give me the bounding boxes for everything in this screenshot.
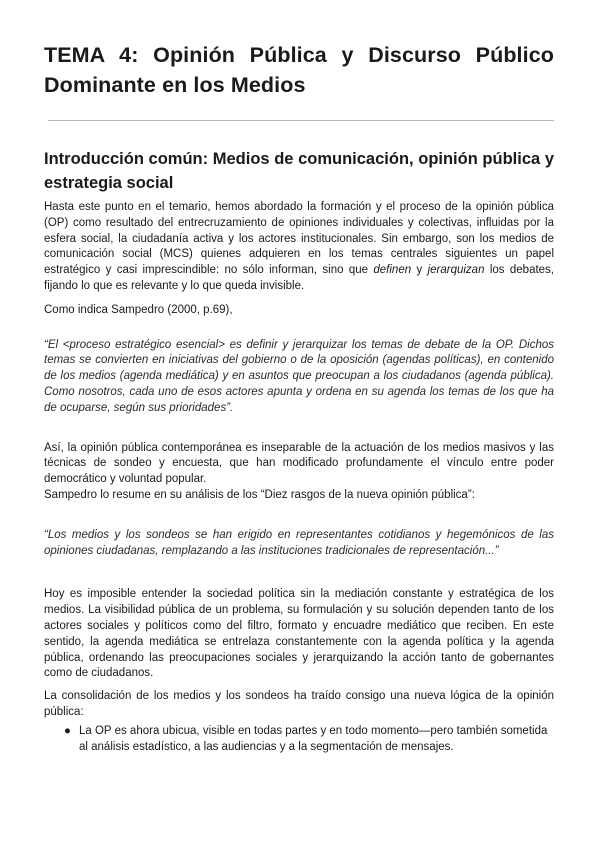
list-item xyxy=(44,724,554,756)
paragraph-op-contemporanea xyxy=(44,441,554,504)
bullet-dot-icon: ● xyxy=(64,724,71,737)
block-quote-sampedro: “El <proceso estratégico esencial> es definir y jerarquizar los temas de debate de la OP. Dichos temas se convierten en iniciativas del gobierno o de la oposición (agendas políticas), en contenido de los medios (agenda mediática) y en asuntos que preocupan a los ciudadanos (agenda pública). Como nosotros, cada uno de esos actores apunta y ordena en su agenda los temas de los que ha de ocuparse, según sus prioridades”. xyxy=(44,338,554,414)
intro-text-a: Hasta este punto en el temario, hemos abordado la formación y el proceso de la opinión pública (OP) como resultado del entrecruzamiento de opiniones individuales y colectivas, influidas por la esfera social, la ciudadanía activa y los actores institucionales. Sin embargo, son los medios de comunicación social (MCS) quienes adquieren en los temas centrales siguientes un papel estratégico y casi imprescindible: no sólo informan, sino que xyxy=(44,201,554,277)
intro-emphasis-rank: jerarquizan xyxy=(427,264,485,277)
paragraph-mediacion: Hoy es imposible entender la sociedad política sin la mediación constante y estratégica de los medios. La visibilidad pública de un problema, su formulación y su solución dependen tanto de los actores sociales y políticos como del filtro, formato y encuadre mediático que reciben. En este sentido, la agenda mediática se entrelaza constantemente con la agenda política y la agenda pública, ordenando las preocupaciones sociales y jerarquizando la acción tanto de gobernantes como de ciudadanos. xyxy=(44,588,554,680)
bullet-list xyxy=(44,724,554,756)
horizontal-divider xyxy=(48,120,554,121)
paragraph-consolidacion: La consolidación de los medios y los sondeos ha traído consigo una nueva lógica de la opinión pública: xyxy=(44,690,554,718)
intro-text-c: los debates, fijando lo que es relevante y lo que queda invisible. xyxy=(44,264,554,292)
section-heading: Introducción común: Medios de comunicación, opinión pública y estrategia social xyxy=(44,150,554,192)
list-item-text: La OP es ahora ubicua, visible en todas partes y en todo momento—pero también sometida al análisis estadístico, a las audiencias y a la segmentación de mensajes. xyxy=(79,724,548,753)
citation-intro: Como indica Sampedro (2000, p.69), xyxy=(44,303,233,316)
paragraph-op-line2: Sampedro lo resume en su análisis de los “Diez rasgos de la nueva opinión pública”: xyxy=(44,488,475,501)
intro-emphasis-define: definen xyxy=(373,264,412,277)
intro-text-b: y xyxy=(411,264,428,277)
block-quote-rasgos: “Los medios y los sondeos se han erigido en representantes cotidianos y hegemónicos de las opiniones ciudadanas, remplazando a las instituciones tradicionales de representación...” xyxy=(44,528,554,557)
page-title: TEMA 4: Opinión Pública y Discurso Público Dominante en los Medios xyxy=(44,43,554,97)
paragraph-op-line1: Así, la opinión pública contemporánea es inseparable de la actuación de los medios masivos y las técnicas de sondeo y encuesta, que han modificado profundamente el vínculo entre poder democrático y voluntad popular. xyxy=(44,441,554,486)
intro-paragraph xyxy=(44,200,554,295)
